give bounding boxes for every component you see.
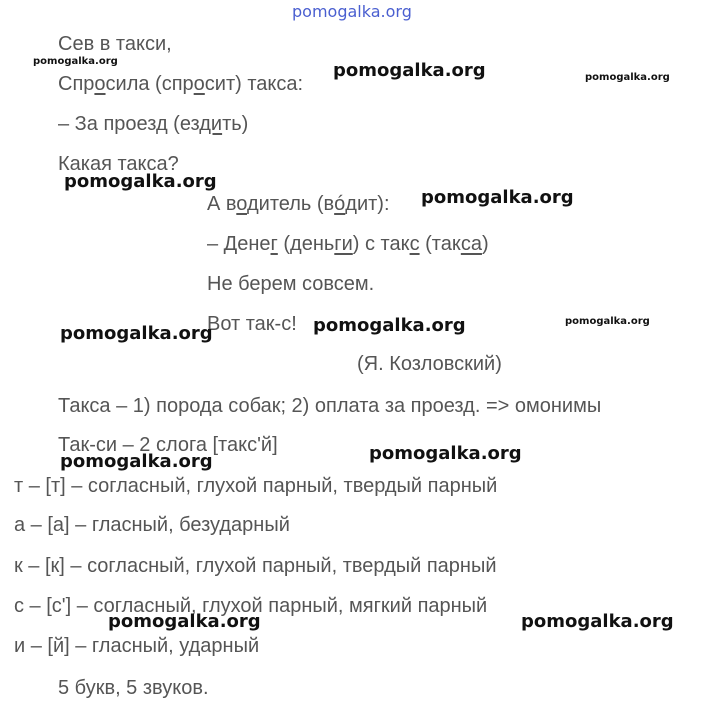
underlined-letter: са <box>460 233 482 255</box>
watermark: pomogalka.org <box>369 443 522 464</box>
underlined-letter: д <box>155 113 168 135</box>
text-part: (день <box>277 233 335 255</box>
watermark: pomogalka.org <box>108 611 261 632</box>
sound-line-s: с – [с'] – согласный, глухой парный, мягкий парный <box>14 595 488 617</box>
poem-line-3 <box>58 112 248 136</box>
watermark: pomogalka.org <box>333 60 486 81</box>
text-part: сит) такса: <box>204 73 304 95</box>
text-part: ) с так <box>352 233 410 255</box>
text-part: (так <box>419 233 461 255</box>
summary-note: 5 букв, 5 звуков. <box>58 677 209 699</box>
watermark: pomogalka.org <box>33 56 118 67</box>
underlined-letter: ди <box>199 113 223 135</box>
text-part: А в <box>207 193 237 215</box>
text-part: сила (спр <box>105 73 194 95</box>
sound-line-i: и – [й] – гласный, ударный <box>14 635 260 657</box>
text-part: ть) <box>222 113 249 135</box>
watermark-top: pomogalka.org <box>292 2 412 21</box>
underlined-letter: о <box>193 73 205 95</box>
watermark: pomogalka.org <box>64 171 217 192</box>
underlined-letter: о <box>94 73 106 95</box>
homonyms-note: Такса – 1) порода собак; 2) оплата за проезд. => омонимы <box>58 395 602 417</box>
sound-line-a: а – [а] – гласный, безударный <box>14 514 290 536</box>
underlined-letter: о <box>236 193 247 215</box>
poem-author: (Я. Козловский) <box>357 353 502 375</box>
poem-line-4: Какая такса? <box>58 153 179 175</box>
text-part: дитель (в <box>246 193 335 215</box>
text-part: – За проез <box>58 113 156 135</box>
watermark: pomogalka.org <box>60 451 213 472</box>
watermark: pomogalka.org <box>60 323 213 344</box>
underlined-letter: ó <box>334 193 346 215</box>
poem-line-1: Сев в такси, <box>58 33 172 55</box>
underlined-letter: ги <box>334 233 353 255</box>
poem-line-7: Не берем совсем. <box>207 273 375 295</box>
text-part: Спр <box>58 73 95 95</box>
watermark: pomogalka.org <box>521 611 674 632</box>
watermark: pomogalka.org <box>421 187 574 208</box>
sound-line-k: к – [к] – согласный, глухой парный, твердый парный <box>14 555 497 577</box>
poem-line-6 <box>207 232 489 256</box>
underlined-letter: г <box>270 233 278 255</box>
watermark: pomogalka.org <box>313 315 466 336</box>
syllables-note: Так-си – 2 слога [такс'й] <box>58 434 278 456</box>
watermark: pomogalka.org <box>565 316 650 327</box>
text-part: ) <box>481 233 489 255</box>
text-part: дит): <box>345 193 390 215</box>
poem-line-2 <box>58 72 303 96</box>
poem-line-8: Вот так-с! <box>207 313 297 335</box>
text-part: (ез <box>167 113 200 135</box>
underlined-letter: с <box>409 233 420 255</box>
poem-line-5 <box>207 192 390 216</box>
sound-line-t: т – [т] – согласный, глухой парный, твердый парный <box>14 475 498 497</box>
watermark: pomogalka.org <box>585 72 670 83</box>
text-part: – Дене <box>207 233 271 255</box>
